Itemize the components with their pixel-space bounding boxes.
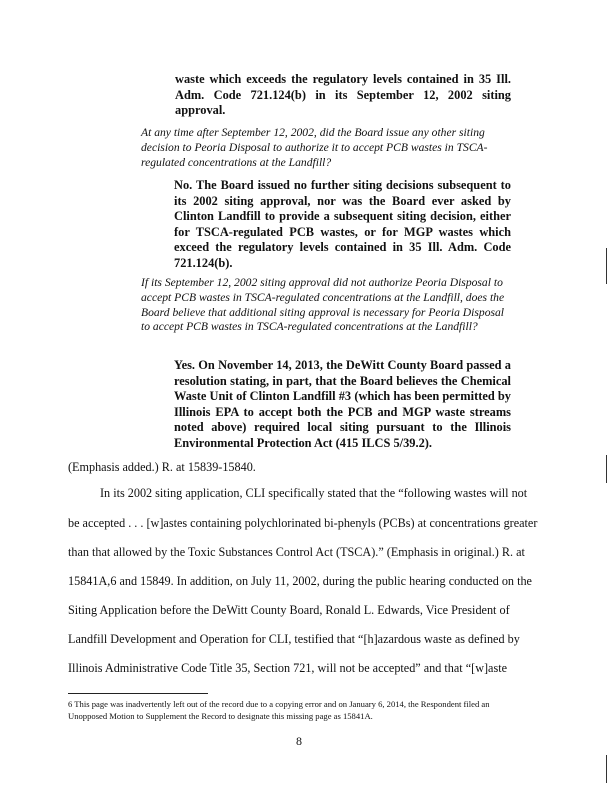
body-line: Illinois Administrative Code Title 35, Section 721, will not be accepted” and that “[w]aste [68,661,508,675]
quoted-question-3: If its September 12, 2002 siting approval did not authorize Peoria Disposal to accept PCB wastes in TSCA-regulated concentrations at the Landfill, does the Board believe that additional siting approval is necessary for Peoria Disposal to accept PCB wastes in TSCA-regulated concentrations at the Landfill? [141,276,505,334]
body-line: be accepted . . . [w]astes containing polychlorinated bi-phenyls (PCBs) at concentrations greater [68,516,538,530]
quoted-answer-1: waste which exceeds the regulatory levels contained in 35 Ill. Adm. Code 721.124(b) in its September 12, 2002 siting approval. [175,72,511,118]
quoted-answer-2: No. The Board issued no further siting decisions subsequent to its 2002 siting approval, nor was the Board ever asked by Clinton Landfill to provide a subsequent siting decision, either for TSCA-regulated PCB wastes, or for MGP wastes which exceed the regulatory levels contained in 35 Ill. Adm. Code 721.124(b). [174,178,511,270]
margin-mark [606,755,607,783]
body-line: than that allowed by the Toxic Substances Control Act (TSCA).” (Emphasis in original.) R. at [68,545,525,559]
quoted-answer-3: Yes. On November 14, 2013, the DeWitt County Board passed a resolution stating, in part, that the Board believes the Chemical Waste Unit of Clinton Landfill #3 (which has been permitted by Illinois EPA to accept both the PCB and MGP waste streams noted above) required local siting pursuant to the Illinois Environmental Protection Act (415 ILCS 5/39.2). [174,358,511,450]
body-line: Landfill Development and Operation for CLI, testified that “[h]azardous waste as defined by [68,632,520,646]
emphasis-note: (Emphasis added.) R. at 15839-15840. [68,460,256,474]
footnote: 6 This page was inadvertently left out of the record due to a copying error and on January 6, 2014, the Respondent filed an Unopposed Motion to Supplement the Record to designate this missing page as 15841A. [68,699,490,721]
body-line: 15841A,6 and 15849. In addition, on July 11, 2002, during the public hearing conducted on the [68,574,532,588]
page-number: 8 [296,734,302,748]
quoted-question-2: At any time after September 12, 2002, did the Board issue any other siting decision to Peoria Disposal to authorize it to accept PCB wastes in TSCA-regulated concentrations at the Landfill? [141,126,488,169]
margin-mark [606,248,607,284]
body-line: Siting Application before the DeWitt County Board, Ronald L. Edwards, Vice President of [68,603,510,617]
margin-mark [606,455,607,483]
footnote-divider [68,693,208,694]
body-line: In its 2002 siting application, CLI specifically stated that the “following wastes will not [100,486,528,500]
